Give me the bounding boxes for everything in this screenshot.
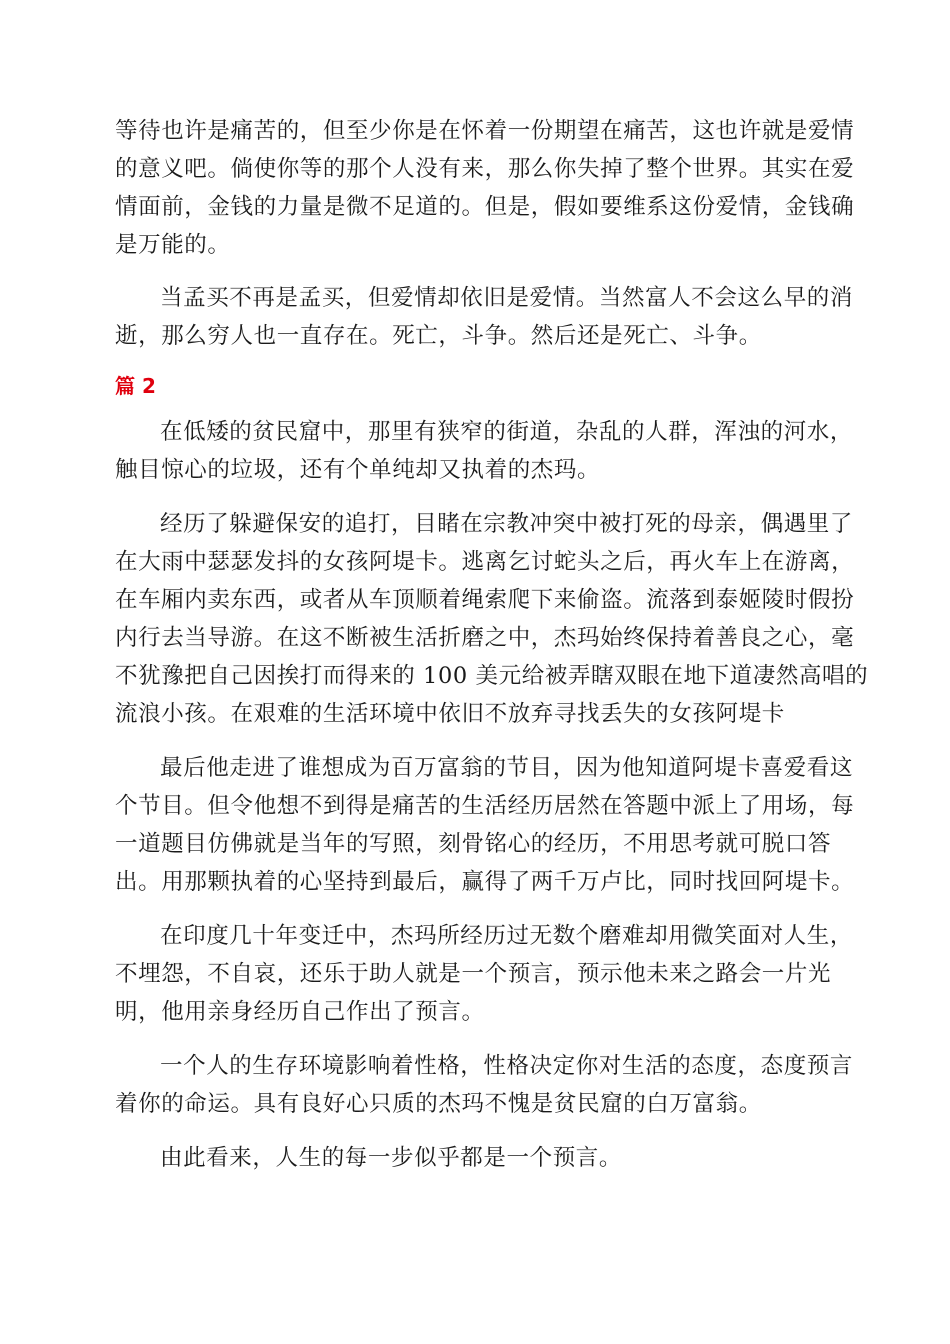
text-line: 一个人的生存环境影响着性格，性格决定你对生活的态度，态度预言 — [160, 1053, 854, 1079]
text-line: 明，他用亲身经历自己作出了预言。 — [115, 999, 485, 1025]
text-line: 触目惊心的垃圾，还有个单纯却又执着的杰玛。 — [115, 457, 601, 483]
section-heading: 篇 2 — [115, 374, 156, 398]
text-line: 不犹豫把自己因挨打而得来的 100 美元给被弄瞎双眼在地下道凄然高唱的 — [115, 663, 869, 689]
text-line: 经历了躲避保安的追打，目睹在宗教冲突中被打死的母亲，偶遇里了 — [160, 511, 854, 537]
text-line: 内行去当导游。在这不断被生活折磨之中，杰玛始终保持着善良之心，毫 — [115, 625, 855, 651]
text-line: 是万能的。 — [115, 232, 231, 258]
paragraph — [115, 112, 855, 264]
text-line: 在低矮的贫民窟中，那里有狭窄的街道，杂乱的人群，浑浊的河水， — [160, 419, 854, 445]
text-line: 情面前，金钱的力量是微不足道的。但是，假如要维系这份爱情，金钱确 — [115, 194, 855, 220]
text-line: 个节目。但令他想不到得是痛苦的生活经历居然在答题中派上了用场，每 — [115, 793, 855, 819]
text-line: 等待也许是痛苦的，但至少你是在怀着一份期望在痛苦，这也许就是爱情 — [115, 118, 855, 144]
paragraph — [115, 917, 854, 1031]
text-line: 出。用那颗执着的心坚持到最后，赢得了两千万卢比，同时找回阿堤卡。 — [115, 869, 855, 895]
text-line: 逝，那么穷人也一直存在。死亡，斗争。然后还是死亡、斗争。 — [115, 323, 762, 349]
text-line: 在印度几十年变迁中，杰玛所经历过无数个磨难却用微笑面对人生， — [160, 923, 854, 949]
text-line: 由此看来，人生的每一步似乎都是一个预言。 — [160, 1145, 623, 1171]
text-line: 当孟买不再是孟买，但爱情却依旧是爱情。当然富人不会这么早的消 — [160, 285, 854, 311]
text-line: 流浪小孩。在艰难的生活环境中依旧不放弃寻找丢失的女孩阿堤卡 — [115, 701, 785, 727]
paragraph — [115, 505, 869, 733]
text-line: 在车厢内卖东西，或者从车顶顺着绳索爬下来偷盗。流落到泰姬陵时假扮 — [115, 587, 855, 613]
text-line: 不埋怨，不自哀，还乐于助人就是一个预言，预示他未来之路会一片光 — [115, 961, 832, 987]
text-line: 着你的命运。具有良好心只质的杰玛不愧是贫民窟的白万富翁。 — [115, 1091, 762, 1117]
text-line: 的意义吧。倘使你等的那个人没有来，那么你失掉了整个世界。其实在爱 — [115, 156, 855, 182]
paragraph — [115, 279, 854, 355]
paragraph — [115, 1047, 854, 1123]
document-page — [115, 112, 869, 1177]
text-line: 一道题目仿佛就是当年的写照，刻骨铭心的经历，不用思考就可脱口答 — [115, 831, 832, 857]
paragraph — [115, 749, 855, 901]
paragraph — [115, 1139, 835, 1177]
text-line: 在大雨中瑟瑟发抖的女孩阿堤卡。逃离乞讨蛇头之后，再火车上在游离， — [115, 549, 855, 575]
paragraph — [115, 413, 854, 489]
text-line: 最后他走进了谁想成为百万富翁的节目，因为他知道阿堤卡喜爱看这 — [160, 755, 854, 781]
